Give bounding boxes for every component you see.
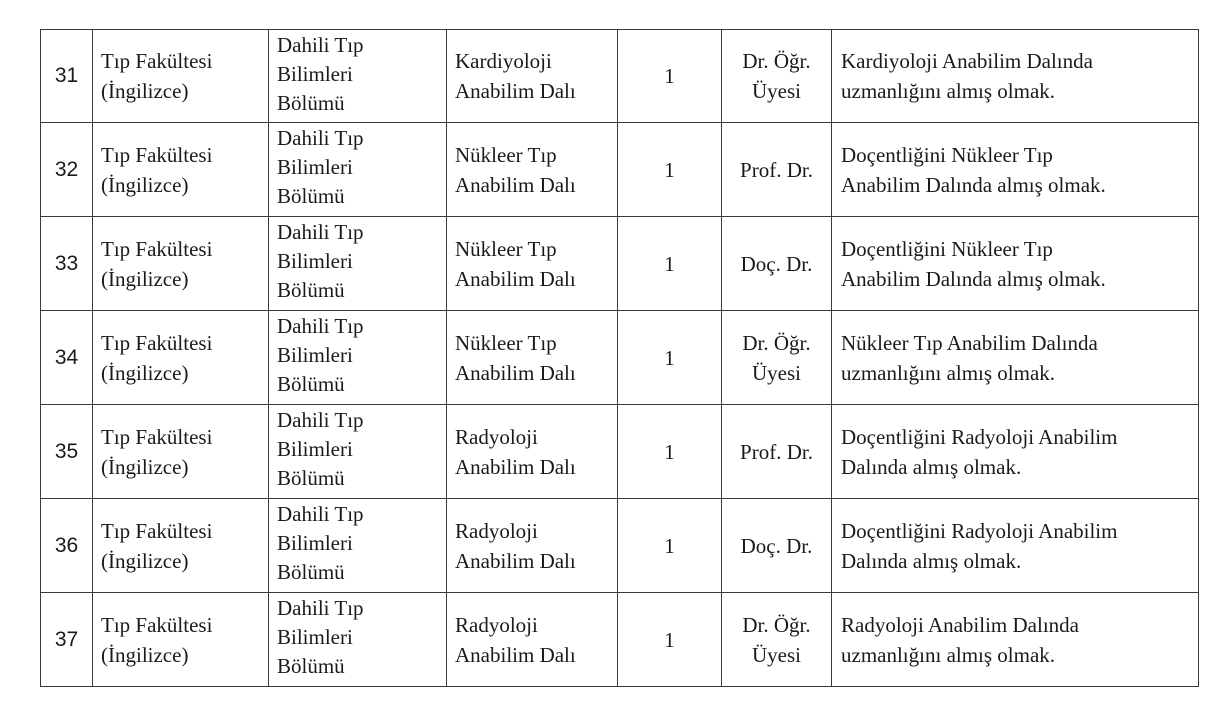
count-cell: 1 — [618, 311, 722, 405]
division-line: Nükleer Tıp — [455, 236, 557, 261]
department-line: Bilimleri — [277, 343, 353, 367]
department-cell — [269, 593, 447, 687]
division-line: Kardiyoloji — [455, 49, 552, 73]
faculty-line: Tıp Fakültesi — [101, 49, 213, 73]
division-line: Anabilim Dalı — [455, 360, 576, 385]
department-line: Bölümü — [277, 466, 345, 490]
faculty-cell — [93, 30, 269, 123]
requirement-cell — [832, 499, 1199, 593]
department-line: Dahili Tıp — [277, 314, 364, 338]
faculty-line: (İngilizce) — [101, 360, 189, 385]
requirement-line: Dalında almış olmak. — [841, 454, 1022, 479]
position-table — [40, 29, 1199, 687]
faculty-cell — [93, 593, 269, 687]
division-line: Anabilim Dalı — [455, 454, 576, 479]
title-line: Dr. Öğr. — [742, 612, 811, 637]
requirement-line: Kardiyoloji Anabilim Dalında — [841, 49, 1093, 73]
department-line: Bilimleri — [277, 249, 353, 273]
division-line: Radyoloji — [455, 424, 538, 449]
division-line: Nükleer Tıp — [455, 142, 557, 167]
department-cell — [269, 405, 447, 499]
title-line: Prof. Dr. — [740, 439, 813, 464]
count-cell: 1 — [618, 405, 722, 499]
row-number-cell: 35 — [41, 405, 93, 499]
title-cell — [722, 217, 832, 311]
title-line: Doç. Dr. — [740, 251, 813, 276]
department-line: Bölümü — [277, 184, 345, 208]
department-line: Bilimleri — [277, 62, 353, 86]
faculty-line: Tıp Fakültesi — [101, 424, 213, 449]
department-line: Dahili Tıp — [277, 33, 364, 57]
department-cell — [269, 30, 447, 123]
faculty-line: (İngilizce) — [101, 266, 189, 291]
title-line: Üyesi — [752, 642, 801, 667]
division-line: Radyoloji — [455, 518, 538, 543]
department-line: Bilimleri — [277, 625, 353, 649]
division-line: Radyoloji — [455, 612, 538, 637]
division-cell — [447, 405, 618, 499]
row-number-cell: 37 — [41, 593, 93, 687]
row-number-cell: 33 — [41, 217, 93, 311]
department-line: Bölümü — [277, 91, 345, 115]
title-cell — [722, 593, 832, 687]
requirement-cell — [832, 593, 1199, 687]
department-line: Bölümü — [277, 654, 345, 678]
department-cell — [269, 499, 447, 593]
faculty-line: Tıp Fakültesi — [101, 612, 213, 637]
faculty-line: Tıp Fakültesi — [101, 236, 213, 261]
table-row — [41, 123, 1199, 217]
requirement-cell — [832, 123, 1199, 217]
faculty-cell — [93, 123, 269, 217]
requirement-line: Doçentliğini Nükleer Tıp — [841, 236, 1053, 261]
faculty-line: Tıp Fakültesi — [101, 518, 213, 543]
faculty-line: (İngilizce) — [101, 642, 189, 667]
title-cell — [722, 123, 832, 217]
requirement-cell — [832, 217, 1199, 311]
division-cell — [447, 311, 618, 405]
division-line: Anabilim Dalı — [455, 548, 576, 573]
faculty-cell — [93, 217, 269, 311]
department-line: Bölümü — [277, 560, 345, 584]
row-number-cell: 34 — [41, 311, 93, 405]
row-number-cell: 31 — [41, 30, 93, 123]
row-number-cell: 36 — [41, 499, 93, 593]
table-row — [41, 217, 1199, 311]
faculty-cell — [93, 311, 269, 405]
table-row — [41, 30, 1199, 123]
title-line: Prof. Dr. — [740, 157, 813, 182]
count-cell: 1 — [618, 30, 722, 123]
table-row — [41, 311, 1199, 405]
department-cell — [269, 311, 447, 405]
division-cell — [447, 30, 618, 123]
requirement-line: Doçentliğini Nükleer Tıp — [841, 142, 1053, 167]
department-cell — [269, 123, 447, 217]
department-line: Bilimleri — [277, 531, 353, 555]
faculty-line: (İngilizce) — [101, 172, 189, 197]
requirement-cell — [832, 405, 1199, 499]
faculty-line: Tıp Fakültesi — [101, 142, 213, 167]
requirement-line: Doçentliğini Radyoloji Anabilim — [841, 424, 1118, 449]
title-line: Dr. Öğr. — [742, 330, 811, 355]
row-number-cell: 32 — [41, 123, 93, 217]
title-cell — [722, 30, 832, 123]
division-cell — [447, 593, 618, 687]
title-line: Üyesi — [752, 360, 801, 385]
faculty-line: (İngilizce) — [101, 454, 189, 479]
requirement-line: uzmanlığını almış olmak. — [841, 360, 1056, 385]
requirement-cell — [832, 311, 1199, 405]
division-cell — [447, 499, 618, 593]
department-line: Bölümü — [277, 372, 345, 396]
requirement-line: Nükleer Tıp Anabilim Dalında — [841, 330, 1098, 355]
department-line: Dahili Tıp — [277, 596, 364, 620]
department-line: Bilimleri — [277, 437, 353, 461]
requirement-line: Dalında almış olmak. — [841, 548, 1022, 573]
faculty-line: (İngilizce) — [101, 548, 189, 573]
department-line: Bilimleri — [277, 155, 353, 179]
title-cell — [722, 405, 832, 499]
requirement-line: Anabilim Dalında almış olmak. — [841, 266, 1106, 291]
department-line: Dahili Tıp — [277, 408, 364, 432]
division-line: Anabilim Dalı — [455, 79, 576, 103]
requirement-line: uzmanlığını almış olmak. — [841, 642, 1056, 667]
division-line: Anabilim Dalı — [455, 172, 576, 197]
department-line: Dahili Tıp — [277, 126, 364, 150]
title-line: Üyesi — [752, 79, 801, 103]
table-body — [41, 30, 1199, 687]
department-line: Dahili Tıp — [277, 220, 364, 244]
title-cell — [722, 311, 832, 405]
faculty-cell — [93, 405, 269, 499]
count-cell: 1 — [618, 123, 722, 217]
title-line: Dr. Öğr. — [742, 49, 811, 73]
title-line: Doç. Dr. — [740, 533, 813, 558]
table-row — [41, 499, 1199, 593]
faculty-cell — [93, 499, 269, 593]
faculty-line: Tıp Fakültesi — [101, 330, 213, 355]
requirement-line: Doçentliğini Radyoloji Anabilim — [841, 518, 1118, 543]
count-cell: 1 — [618, 499, 722, 593]
department-line: Bölümü — [277, 278, 345, 302]
count-cell: 1 — [618, 593, 722, 687]
requirement-line: Anabilim Dalında almış olmak. — [841, 172, 1106, 197]
count-cell: 1 — [618, 217, 722, 311]
division-line: Anabilim Dalı — [455, 266, 576, 291]
requirement-cell — [832, 30, 1199, 123]
division-cell — [447, 123, 618, 217]
title-cell — [722, 499, 832, 593]
faculty-line: (İngilizce) — [101, 79, 189, 103]
division-cell — [447, 217, 618, 311]
requirement-line: uzmanlığını almış olmak. — [841, 79, 1056, 103]
department-line: Dahili Tıp — [277, 502, 364, 526]
requirement-line: Radyoloji Anabilim Dalında — [841, 612, 1079, 637]
division-line: Anabilim Dalı — [455, 642, 576, 667]
division-line: Nükleer Tıp — [455, 330, 557, 355]
table-row — [41, 405, 1199, 499]
table-row — [41, 593, 1199, 687]
department-cell — [269, 217, 447, 311]
